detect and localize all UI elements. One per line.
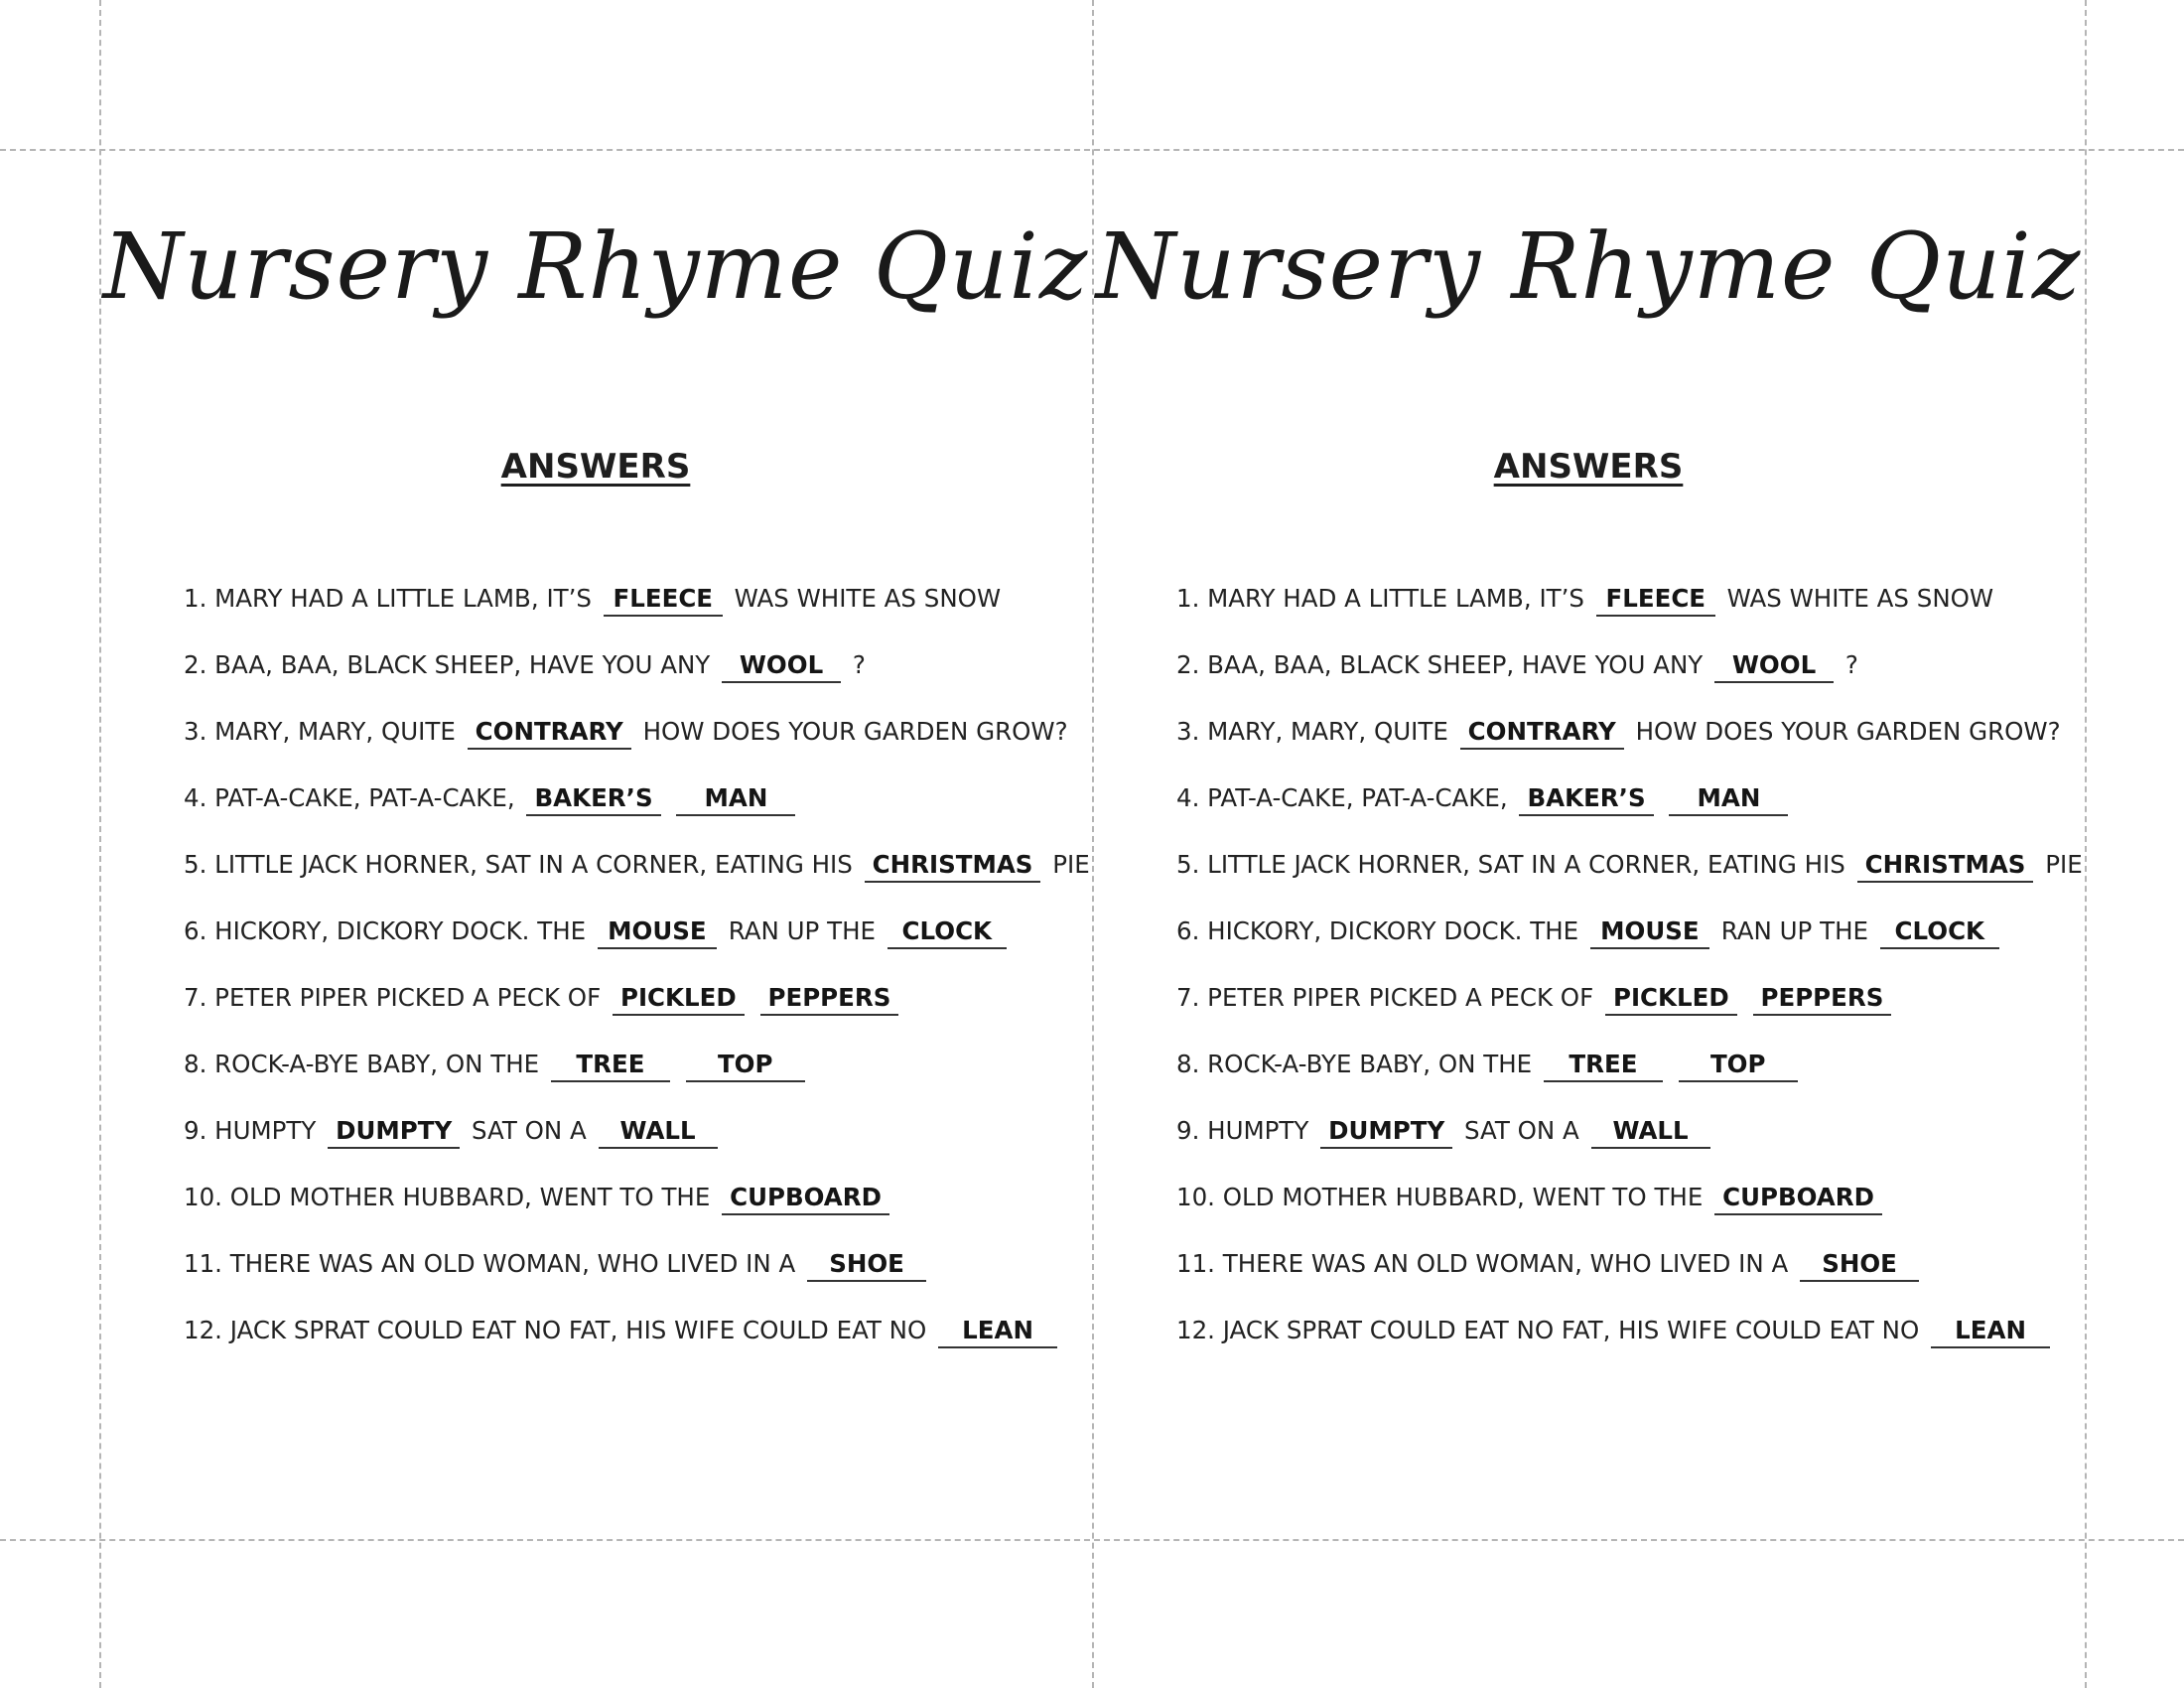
question-text: 3. MARY, MARY, QUITE bbox=[184, 717, 456, 746]
question-text: 9. HUMPTY bbox=[1176, 1116, 1309, 1145]
question-item bbox=[184, 579, 1062, 645]
answer-blank: DUMPTY bbox=[328, 1115, 460, 1149]
answer-blank: TREE bbox=[551, 1049, 670, 1082]
question-text: 2. BAA, BAA, BLACK SHEEP, HAVE YOU ANY bbox=[1176, 650, 1704, 679]
question-item bbox=[184, 645, 1062, 712]
question-item bbox=[184, 712, 1068, 778]
answer-blank: CONTRARY bbox=[1460, 716, 1624, 750]
question-list bbox=[1176, 579, 2083, 1377]
question-item bbox=[1176, 1244, 2055, 1311]
cut-line-right bbox=[2085, 0, 2087, 1688]
question-text: WAS WHITE AS SNOW bbox=[1726, 584, 1994, 613]
question-text: 11. THERE WAS AN OLD WOMAN, WHO LIVED IN A bbox=[184, 1249, 796, 1278]
answer-blank: MAN bbox=[676, 782, 795, 816]
answer-blank: PEPPERS bbox=[1753, 982, 1892, 1016]
question-text: HOW DOES YOUR GARDEN GROW? bbox=[642, 717, 1068, 746]
question-text: 11. THERE WAS AN OLD WOMAN, WHO LIVED IN A bbox=[1176, 1249, 1789, 1278]
question-text: 8. ROCK-A-BYE BABY, ON THE bbox=[184, 1050, 540, 1078]
question-item bbox=[1176, 1045, 2055, 1111]
answer-blank: CONTRARY bbox=[468, 716, 631, 750]
answer-blank: CUPBOARD bbox=[1714, 1182, 1882, 1215]
answers-heading: ANSWERS bbox=[500, 447, 691, 487]
question-text: 9. HUMPTY bbox=[184, 1116, 317, 1145]
question-text: 12. JACK SPRAT COULD EAT NO FAT, HIS WIFE COULD EAT NO bbox=[184, 1316, 927, 1344]
question-text: 6. HICKORY, DICKORY DOCK. THE bbox=[184, 916, 587, 945]
answer-blank: SHOE bbox=[1800, 1248, 1919, 1282]
question-text: 5. LITTLE JACK HORNER, SAT IN A CORNER, EATING HIS bbox=[184, 850, 853, 879]
question-text: 7. PETER PIPER PICKED A PECK OF bbox=[184, 983, 602, 1012]
question-item bbox=[1176, 845, 2083, 912]
answer-blank: BAKER’S bbox=[526, 782, 660, 816]
answer-blank: PICKLED bbox=[613, 982, 745, 1016]
question-text: 3. MARY, MARY, QUITE bbox=[1176, 717, 1448, 746]
answer-blank: WALL bbox=[1591, 1115, 1710, 1149]
question-text: 8. ROCK-A-BYE BABY, ON THE bbox=[1176, 1050, 1533, 1078]
answer-blank: TOP bbox=[686, 1049, 805, 1082]
answer-blank: CHRISTMAS bbox=[1857, 849, 2034, 883]
question-item bbox=[1176, 778, 2055, 845]
question-text: RAN UP THE bbox=[728, 916, 876, 945]
answer-blank: MOUSE bbox=[598, 915, 717, 949]
question-text: RAN UP THE bbox=[1720, 916, 1868, 945]
question-item bbox=[184, 778, 1062, 845]
question-text: 4. PAT-A-CAKE, PAT-A-CAKE, bbox=[184, 783, 515, 812]
answer-blank: WOOL bbox=[722, 649, 841, 683]
question-item bbox=[184, 912, 1062, 978]
answer-blank: FLEECE bbox=[1596, 583, 1715, 617]
question-text: SAT ON A bbox=[1464, 1116, 1579, 1145]
answer-blank: BAKER’S bbox=[1519, 782, 1653, 816]
question-text: WAS WHITE AS SNOW bbox=[734, 584, 1002, 613]
question-item bbox=[1176, 645, 2055, 712]
question-text: ? bbox=[852, 650, 866, 679]
quiz-title: Nursery Rhyme Quiz bbox=[102, 213, 1089, 320]
answer-blank: DUMPTY bbox=[1320, 1115, 1452, 1149]
question-item bbox=[1176, 912, 2055, 978]
question-text: 1. MARY HAD A LITTLE LAMB, IT’S bbox=[1176, 584, 1584, 613]
question-text: 1. MARY HAD A LITTLE LAMB, IT’S bbox=[184, 584, 592, 613]
answer-blank: PEPPERS bbox=[760, 982, 899, 1016]
question-item bbox=[184, 1045, 1062, 1111]
answer-blank: MOUSE bbox=[1590, 915, 1709, 949]
question-text: PIE bbox=[1052, 850, 1090, 879]
answers-heading: ANSWERS bbox=[1493, 447, 1684, 487]
question-text: 10. OLD MOTHER HUBBARD, WENT TO THE bbox=[184, 1183, 711, 1211]
answer-blank: WOOL bbox=[1714, 649, 1834, 683]
question-item bbox=[184, 978, 1062, 1045]
question-item bbox=[184, 1311, 1062, 1377]
answer-blank: PICKLED bbox=[1605, 982, 1737, 1016]
question-text: 2. BAA, BAA, BLACK SHEEP, HAVE YOU ANY bbox=[184, 650, 711, 679]
question-text: SAT ON A bbox=[472, 1116, 587, 1145]
quiz-card-left bbox=[99, 149, 1092, 1539]
question-item bbox=[1176, 579, 2055, 645]
answer-blank: CHRISTMAS bbox=[865, 849, 1041, 883]
question-item bbox=[184, 1111, 1062, 1178]
answer-blank: TOP bbox=[1679, 1049, 1798, 1082]
question-item bbox=[1176, 978, 2055, 1045]
question-item bbox=[184, 1244, 1062, 1311]
question-text: HOW DOES YOUR GARDEN GROW? bbox=[1635, 717, 2061, 746]
answer-blank: MAN bbox=[1669, 782, 1788, 816]
question-text: 5. LITTLE JACK HORNER, SAT IN A CORNER, EATING HIS bbox=[1176, 850, 1845, 879]
answer-blank: CLOCK bbox=[1880, 915, 1999, 949]
quiz-card-right bbox=[1092, 149, 2085, 1539]
question-item bbox=[1176, 1311, 2055, 1377]
question-text: PIE bbox=[2045, 850, 2083, 879]
question-text: 7. PETER PIPER PICKED A PECK OF bbox=[1176, 983, 1594, 1012]
question-text: ? bbox=[1844, 650, 1858, 679]
question-text: 10. OLD MOTHER HUBBARD, WENT TO THE bbox=[1176, 1183, 1704, 1211]
answer-blank: CUPBOARD bbox=[722, 1182, 889, 1215]
question-text: 4. PAT-A-CAKE, PAT-A-CAKE, bbox=[1176, 783, 1508, 812]
question-item bbox=[184, 845, 1090, 912]
quiz-title: Nursery Rhyme Quiz bbox=[1095, 213, 2082, 320]
question-item bbox=[1176, 1178, 2055, 1244]
answer-blank: TREE bbox=[1544, 1049, 1663, 1082]
question-list bbox=[184, 579, 1090, 1377]
question-item bbox=[1176, 1111, 2055, 1178]
question-item bbox=[184, 1178, 1062, 1244]
answer-blank: CLOCK bbox=[887, 915, 1007, 949]
answer-blank: LEAN bbox=[1931, 1315, 2050, 1348]
answer-blank: FLEECE bbox=[604, 583, 723, 617]
question-text: 12. JACK SPRAT COULD EAT NO FAT, HIS WIFE COULD EAT NO bbox=[1176, 1316, 1920, 1344]
question-item bbox=[1176, 712, 2061, 778]
answer-blank: LEAN bbox=[938, 1315, 1057, 1348]
answer-blank: WALL bbox=[599, 1115, 718, 1149]
question-text: 6. HICKORY, DICKORY DOCK. THE bbox=[1176, 916, 1579, 945]
answer-blank: SHOE bbox=[807, 1248, 926, 1282]
